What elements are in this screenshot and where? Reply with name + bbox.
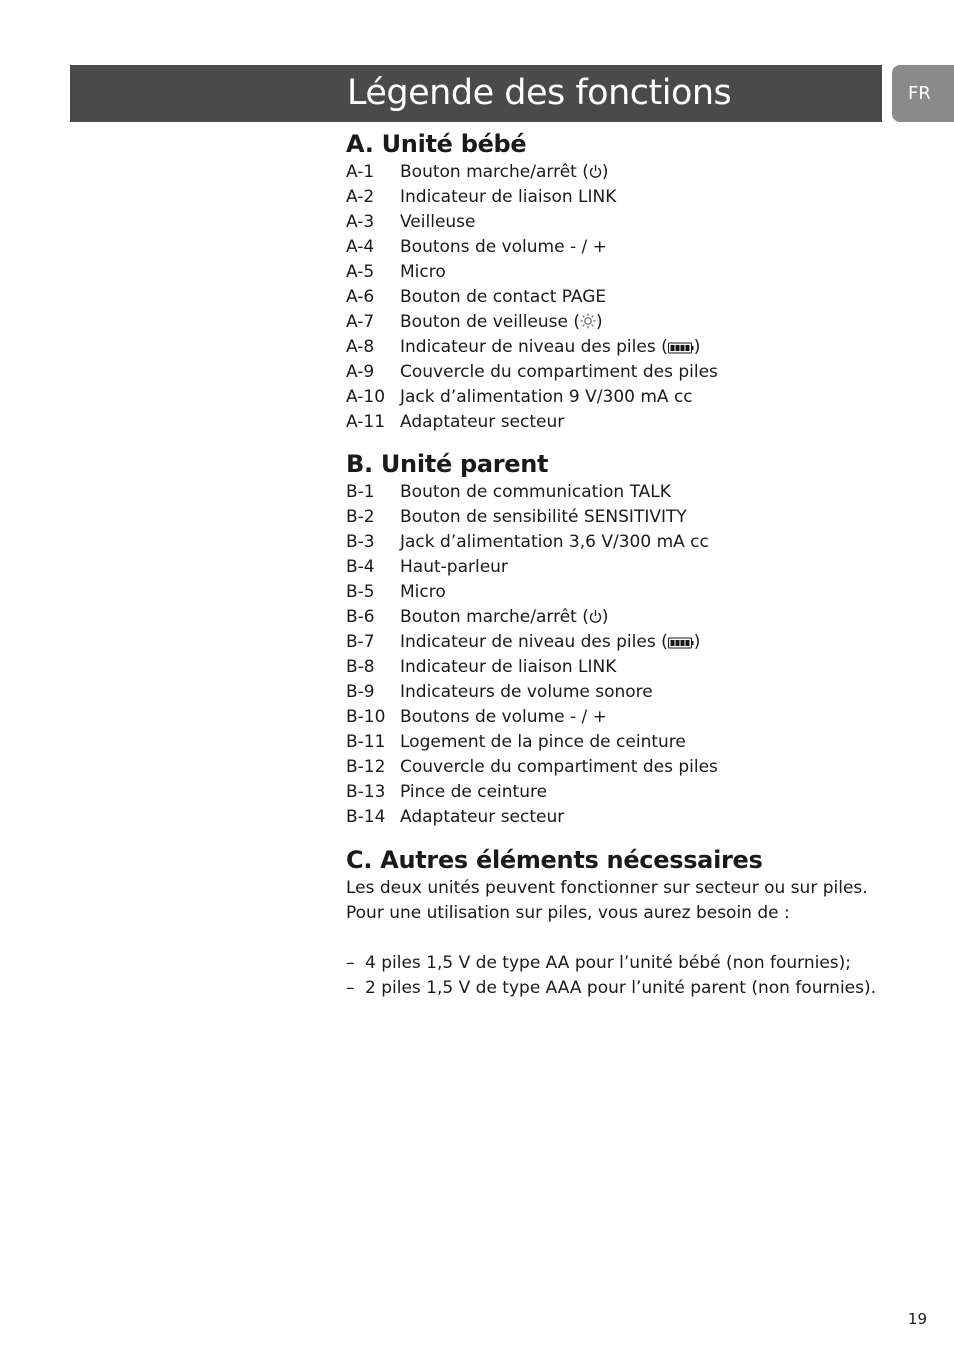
- item-label: Veilleuse: [400, 212, 476, 232]
- item-label: Bouton de sensibilité SENSITIVITY: [400, 507, 687, 527]
- section-b-list: [346, 480, 906, 830]
- item-code: B-3: [346, 532, 375, 552]
- item-code: B-12: [346, 757, 386, 777]
- list-item: [346, 680, 906, 705]
- item-label: Couvercle du compartiment des piles: [400, 757, 718, 777]
- list-item: [346, 310, 906, 335]
- list-item: [346, 480, 906, 505]
- item-code: A-7: [346, 312, 375, 332]
- page-title: Légende des fonctions: [347, 73, 732, 113]
- item-code: B-4: [346, 557, 375, 577]
- list-item: [346, 555, 906, 580]
- item-label-suffix: ): [601, 162, 609, 182]
- item-label: Bouton marche/arrêt (: [400, 607, 589, 627]
- paragraph-line: Pour une utilisation sur piles, vous aurez besoin de :: [346, 903, 790, 923]
- item-code: B-14: [346, 807, 386, 827]
- item-code: B-6: [346, 607, 375, 627]
- bullet-item: [346, 976, 906, 1001]
- title-bar: [70, 65, 882, 122]
- item-code: A-5: [346, 262, 375, 282]
- item-label-suffix: ): [601, 607, 609, 627]
- item-code: A-6: [346, 287, 375, 307]
- item-label: Micro: [400, 262, 446, 282]
- bullet-dash: –: [346, 953, 355, 973]
- item-label: Indicateur de liaison LINK: [400, 657, 617, 677]
- item-code: B-10: [346, 707, 386, 727]
- list-item: [346, 360, 906, 385]
- item-code: B-7: [346, 632, 375, 652]
- list-item: [346, 655, 906, 680]
- content: [346, 128, 906, 1001]
- list-item: [346, 285, 906, 310]
- bullet-text: 4 piles 1,5 V de type AA pour l’unité bébé (non fournies);: [365, 953, 852, 973]
- bullet-item: [346, 951, 906, 976]
- section-b-heading: B. Unité parent: [346, 450, 549, 478]
- list-item: [346, 335, 906, 360]
- list-item: [346, 160, 906, 185]
- item-label: Micro: [400, 582, 446, 602]
- item-label: Adaptateur secteur: [400, 412, 565, 432]
- list-item: [346, 730, 906, 755]
- list-item: [346, 410, 906, 435]
- item-code: B-9: [346, 682, 375, 702]
- item-label: Adaptateur secteur: [400, 807, 565, 827]
- list-item: [346, 210, 906, 235]
- list-item: [346, 605, 906, 630]
- item-label-suffix: ): [693, 337, 701, 357]
- item-code: B-11: [346, 732, 386, 752]
- item-label: Boutons de volume - / +: [400, 237, 607, 257]
- item-code: B-8: [346, 657, 375, 677]
- item-label: Indicateurs de volume sonore: [400, 682, 653, 702]
- item-label: Indicateur de niveau des piles (: [400, 632, 668, 652]
- nightlight-icon: [580, 312, 596, 337]
- item-label: Bouton marche/arrêt (: [400, 162, 589, 182]
- item-label: Indicateur de liaison LINK: [400, 187, 617, 207]
- item-code: A-11: [346, 412, 386, 432]
- item-label: Logement de la pince de ceinture: [400, 732, 686, 752]
- item-label-suffix: ): [596, 312, 603, 332]
- list-item: [346, 385, 906, 410]
- item-label: Indicateur de niveau des piles (: [400, 337, 668, 357]
- list-item: [346, 630, 906, 655]
- section-a-list: [346, 160, 906, 435]
- item-code: B-13: [346, 782, 386, 802]
- item-code: A-8: [346, 337, 375, 357]
- item-label: Boutons de volume - / +: [400, 707, 607, 727]
- item-label: Pince de ceinture: [400, 782, 548, 802]
- item-code: A-3: [346, 212, 375, 232]
- list-item: [346, 805, 906, 830]
- item-code: B-1: [346, 482, 375, 502]
- power-icon: [589, 162, 602, 187]
- section-a-heading: A. Unité bébé: [346, 130, 527, 158]
- list-item: [346, 185, 906, 210]
- bullet-text: 2 piles 1,5 V de type AAA pour l’unité parent (non fournies).: [365, 978, 877, 998]
- item-label: Bouton de communication TALK: [400, 482, 671, 502]
- list-item: [346, 530, 906, 555]
- battery-icon: [668, 632, 694, 657]
- item-code: A-2: [346, 187, 375, 207]
- bullet-dash: –: [346, 978, 355, 998]
- item-code: B-5: [346, 582, 375, 602]
- item-code: A-1: [346, 162, 375, 182]
- list-item: [346, 705, 906, 730]
- item-label: Haut-parleur: [400, 557, 508, 577]
- item-label: Jack d’alimentation 3,6 V/300 mA cc: [400, 532, 709, 552]
- item-code: B-2: [346, 507, 375, 527]
- item-label: Bouton de veilleuse (: [400, 312, 581, 332]
- power-icon: [589, 607, 602, 632]
- item-label-suffix: ): [693, 632, 701, 652]
- paragraph-line: Les deux unités peuvent fonctionner sur secteur ou sur piles.: [346, 878, 868, 898]
- list-item: [346, 235, 906, 260]
- page-number: 19: [907, 1310, 927, 1328]
- item-code: A-10: [346, 387, 386, 407]
- section-c-heading: C. Autres éléments nécessaires: [346, 846, 763, 874]
- item-label: Jack d’alimentation 9 V/300 mA cc: [400, 387, 693, 407]
- item-label: Couvercle du compartiment des piles: [400, 362, 718, 382]
- list-item: [346, 505, 906, 530]
- battery-icon: [668, 337, 694, 362]
- list-item: [346, 260, 906, 285]
- item-code: A-4: [346, 237, 375, 257]
- language-tab: FR: [892, 65, 954, 122]
- list-item: [346, 780, 906, 805]
- item-code: A-9: [346, 362, 375, 382]
- list-item: [346, 580, 906, 605]
- list-item: [346, 755, 906, 780]
- item-label: Bouton de contact PAGE: [400, 287, 607, 307]
